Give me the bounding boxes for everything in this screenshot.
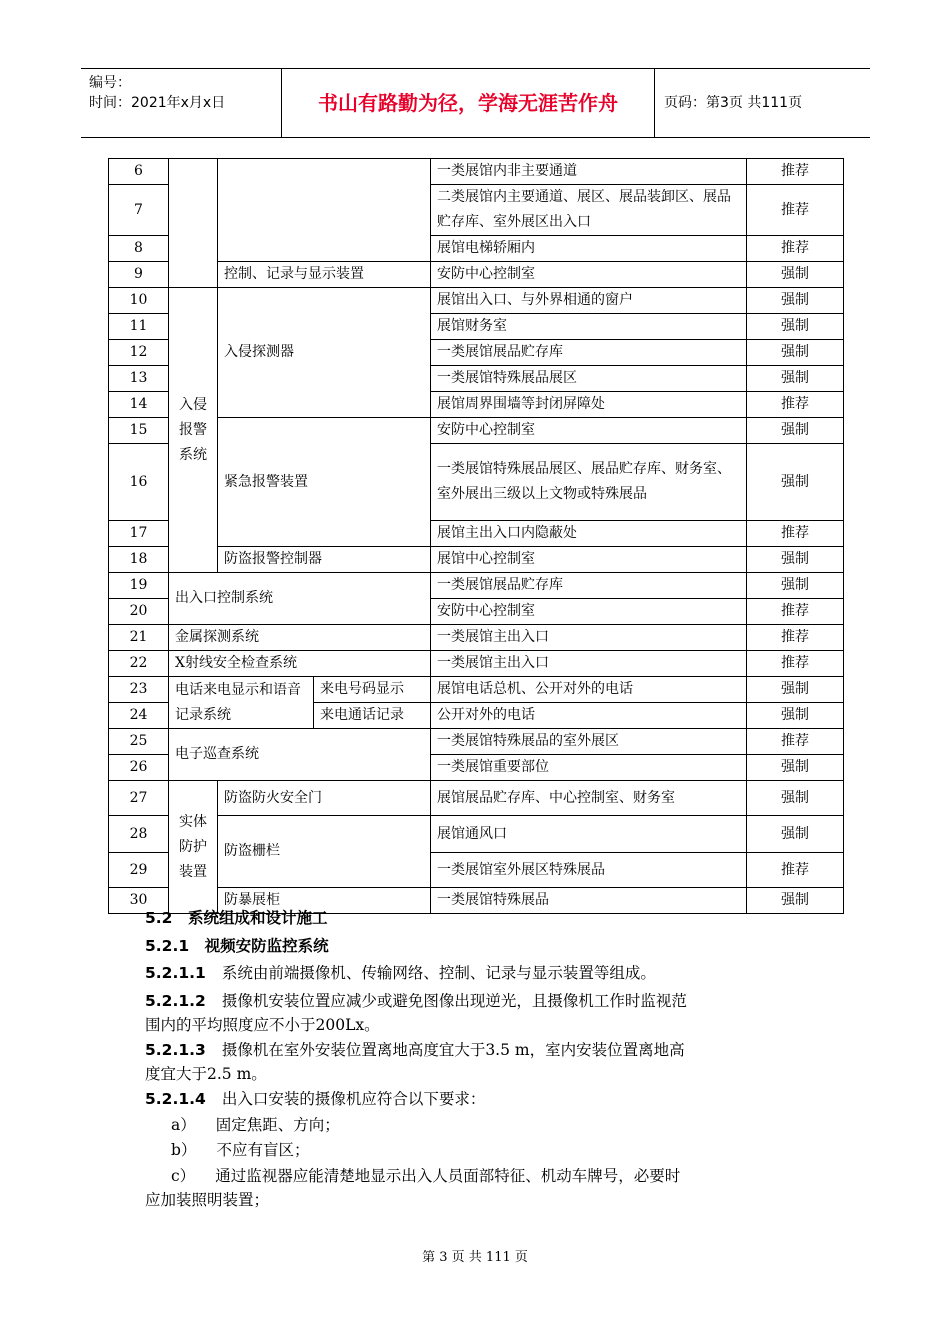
clause-text: 系统由前端摄像机、传输网络、控制、记录与显示装置等组成。: [221, 964, 656, 982]
location-cell: 一类展馆主出入口: [431, 625, 747, 651]
row-number: 10: [109, 288, 169, 314]
system-cell: 金属探测系统: [169, 625, 431, 651]
location-cell: 安防中心控制室: [431, 599, 747, 625]
device-cell: 防盗防火安全门: [218, 781, 431, 816]
clause-number: 5.2.1.1: [145, 964, 206, 982]
requirement-cell: 推荐: [747, 853, 844, 888]
requirement-cell: 推荐: [747, 651, 844, 677]
requirement-cell: 强制: [747, 418, 844, 444]
header-meta: [89, 73, 281, 113]
list-item: [171, 1164, 680, 1186]
row-number: 30: [109, 888, 169, 914]
requirement-cell: 推荐: [747, 236, 844, 262]
header-motto: 书山有路勤为径，学海无涯苦作舟: [318, 91, 618, 115]
clause-text: 摄像机安装位置应减少或避免图像出现逆光，且摄像机工作时监视范: [221, 992, 687, 1010]
row-number: 11: [109, 314, 169, 340]
table-row: [109, 573, 844, 599]
location-cell: 公开对外的电话: [431, 703, 747, 729]
row-number: 25: [109, 729, 169, 755]
requirement-cell: 强制: [747, 547, 844, 573]
paragraph: [145, 989, 687, 1011]
requirement-cell: 强制: [747, 262, 844, 288]
device-cell: 来电通话记录: [314, 703, 431, 729]
row-number: 14: [109, 392, 169, 418]
device-cell: 来电号码显示: [314, 677, 431, 703]
row-number: 20: [109, 599, 169, 625]
requirement-cell: 强制: [747, 781, 844, 816]
paragraph: [145, 1038, 685, 1060]
row-number: 27: [109, 781, 169, 816]
paragraph: [145, 961, 656, 983]
requirement-cell: 强制: [747, 444, 844, 521]
requirement-cell: 推荐: [747, 159, 844, 185]
number-label: 编号：: [89, 75, 131, 91]
requirement-cell: 推荐: [747, 599, 844, 625]
device-cell: 控制、记录与显示装置: [218, 262, 431, 288]
location-cell: 安防中心控制室: [431, 262, 747, 288]
table-row: [109, 159, 844, 185]
requirement-cell: 强制: [747, 888, 844, 914]
device-cell: 入侵探测器: [218, 288, 431, 418]
location-cell: 一类展馆展品贮存库: [431, 340, 747, 366]
list-item: [171, 1138, 309, 1160]
device-cell: 紧急报警装置: [218, 418, 431, 547]
location-cell: 展馆财务室: [431, 314, 747, 340]
location-cell: 一类展馆特殊展品展区: [431, 366, 747, 392]
device-cell: 防暴展柜: [218, 888, 431, 914]
section-heading: 5.2 系统组成和设计施工: [145, 909, 328, 927]
requirement-cell: 强制: [747, 288, 844, 314]
system-cell: 入侵报警系统: [169, 288, 218, 573]
table-row: [109, 262, 844, 288]
row-number: 18: [109, 547, 169, 573]
location-cell: 一类展馆重要部位: [431, 755, 747, 781]
row-number: 24: [109, 703, 169, 729]
header-page-info: 页码：第3页 共111页: [664, 95, 803, 111]
list-label: b）: [171, 1141, 197, 1159]
paragraph-continued: 围内的平均照度应不小于200Lx。: [145, 1016, 380, 1034]
table-row: [109, 816, 844, 853]
table-row: [109, 729, 844, 755]
location-cell: 展馆展品贮存库、中心控制室、财务室: [431, 781, 747, 816]
list-text: 通过监视器应能清楚地显示出入人员面部特征、机动车牌号，必要时: [215, 1167, 681, 1185]
location-cell: 展馆周界围墙等封闭屏障处: [431, 392, 747, 418]
row-number: 13: [109, 366, 169, 392]
requirement-cell: 强制: [747, 677, 844, 703]
requirement-cell: 推荐: [747, 185, 844, 236]
security-requirements-table: [108, 158, 844, 914]
location-cell: 一类展馆内非主要通道: [431, 159, 747, 185]
location-cell: 展馆通风口: [431, 816, 747, 853]
requirement-cell: 强制: [747, 366, 844, 392]
table-row: [109, 781, 844, 816]
clause-text: 出入口安装的摄像机应符合以下要求：: [221, 1090, 486, 1108]
row-number: 12: [109, 340, 169, 366]
requirement-cell: 推荐: [747, 392, 844, 418]
list-text: 不应有盲区；: [216, 1141, 310, 1159]
row-number: 9: [109, 262, 169, 288]
table-row: [109, 288, 844, 314]
location-cell: 安防中心控制室: [431, 418, 747, 444]
row-number: 28: [109, 816, 169, 853]
row-number: 19: [109, 573, 169, 599]
row-number: 29: [109, 853, 169, 888]
clause-text: 摄像机在室外安装位置离地高度宜大于3.5 m，室内安装位置离地高: [221, 1041, 685, 1059]
location-cell: 二类展馆内主要通道、展区、展品装卸区、展品贮存库、室外展区出入口: [431, 185, 747, 236]
clause-number: 5.2.1.2: [145, 992, 206, 1010]
table-row: [109, 547, 844, 573]
location-cell: 展馆主出入口内隐蔽处: [431, 521, 747, 547]
requirement-cell: 强制: [747, 314, 844, 340]
system-cell: 电子巡查系统: [169, 729, 431, 781]
location-cell: 一类展馆特殊展品的室外展区: [431, 729, 747, 755]
table-row: [109, 651, 844, 677]
requirement-cell: 强制: [747, 816, 844, 853]
clause-number: 5.2.1.3: [145, 1041, 206, 1059]
requirement-cell: 推荐: [747, 729, 844, 755]
location-cell: 一类展馆主出入口: [431, 651, 747, 677]
location-cell: 一类展馆室外展区特殊展品: [431, 853, 747, 888]
requirement-cell: 强制: [747, 340, 844, 366]
row-number: 21: [109, 625, 169, 651]
page-header: [81, 68, 870, 138]
row-number: 23: [109, 677, 169, 703]
table-row: [109, 625, 844, 651]
list-label: c）: [171, 1167, 196, 1185]
row-number: 17: [109, 521, 169, 547]
row-number: 22: [109, 651, 169, 677]
header-divider: [654, 69, 655, 137]
paragraph-continued: 度宜大于2.5 m。: [145, 1065, 267, 1083]
time-label: 时间：2021年x月x日: [89, 95, 226, 111]
table-row: [109, 677, 844, 703]
requirement-cell: 强制: [747, 573, 844, 599]
row-number: 8: [109, 236, 169, 262]
system-cell: X射线安全检查系统: [169, 651, 431, 677]
list-text: 固定焦距、方向；: [215, 1116, 340, 1134]
list-item-continued: 应加装照明装置；: [145, 1191, 270, 1209]
system-cell: 电话来电显示和语音记录系统: [169, 677, 314, 729]
requirement-cell: 推荐: [747, 625, 844, 651]
requirement-cell: 强制: [747, 755, 844, 781]
clause-number: 5.2.1.4: [145, 1090, 206, 1108]
row-number: 15: [109, 418, 169, 444]
location-cell: 一类展馆特殊展品展区、展品贮存库、财务室、室外展出三级以上文物或特殊展品: [431, 444, 747, 521]
location-cell: 一类展馆展品贮存库: [431, 573, 747, 599]
location-cell: 展馆电话总机、公开对外的电话: [431, 677, 747, 703]
row-number: 6: [109, 159, 169, 185]
system-cell: 实体防护装置: [169, 781, 218, 914]
page-footer: 第 3 页 共 111 页: [422, 1250, 528, 1265]
location-cell: 展馆中心控制室: [431, 547, 747, 573]
location-cell: 展馆电梯轿厢内: [431, 236, 747, 262]
row-number: 16: [109, 444, 169, 521]
device-cell: 防盗栅栏: [218, 816, 431, 888]
row-number: 26: [109, 755, 169, 781]
paragraph: [145, 1087, 485, 1109]
location-cell: 一类展馆特殊展品: [431, 888, 747, 914]
system-cell: [169, 159, 218, 288]
system-cell: 出入口控制系统: [169, 573, 431, 625]
device-cell: [218, 159, 431, 262]
requirement-cell: 强制: [747, 703, 844, 729]
list-label: a）: [171, 1116, 196, 1134]
row-number: 7: [109, 185, 169, 236]
device-cell: 防盗报警控制器: [218, 547, 431, 573]
list-item: [171, 1113, 340, 1135]
subsection-heading: 5.2.1 视频安防监控系统: [145, 937, 329, 955]
requirement-cell: 推荐: [747, 521, 844, 547]
location-cell: 展馆出入口、与外界相通的窗户: [431, 288, 747, 314]
table-row: [109, 418, 844, 444]
